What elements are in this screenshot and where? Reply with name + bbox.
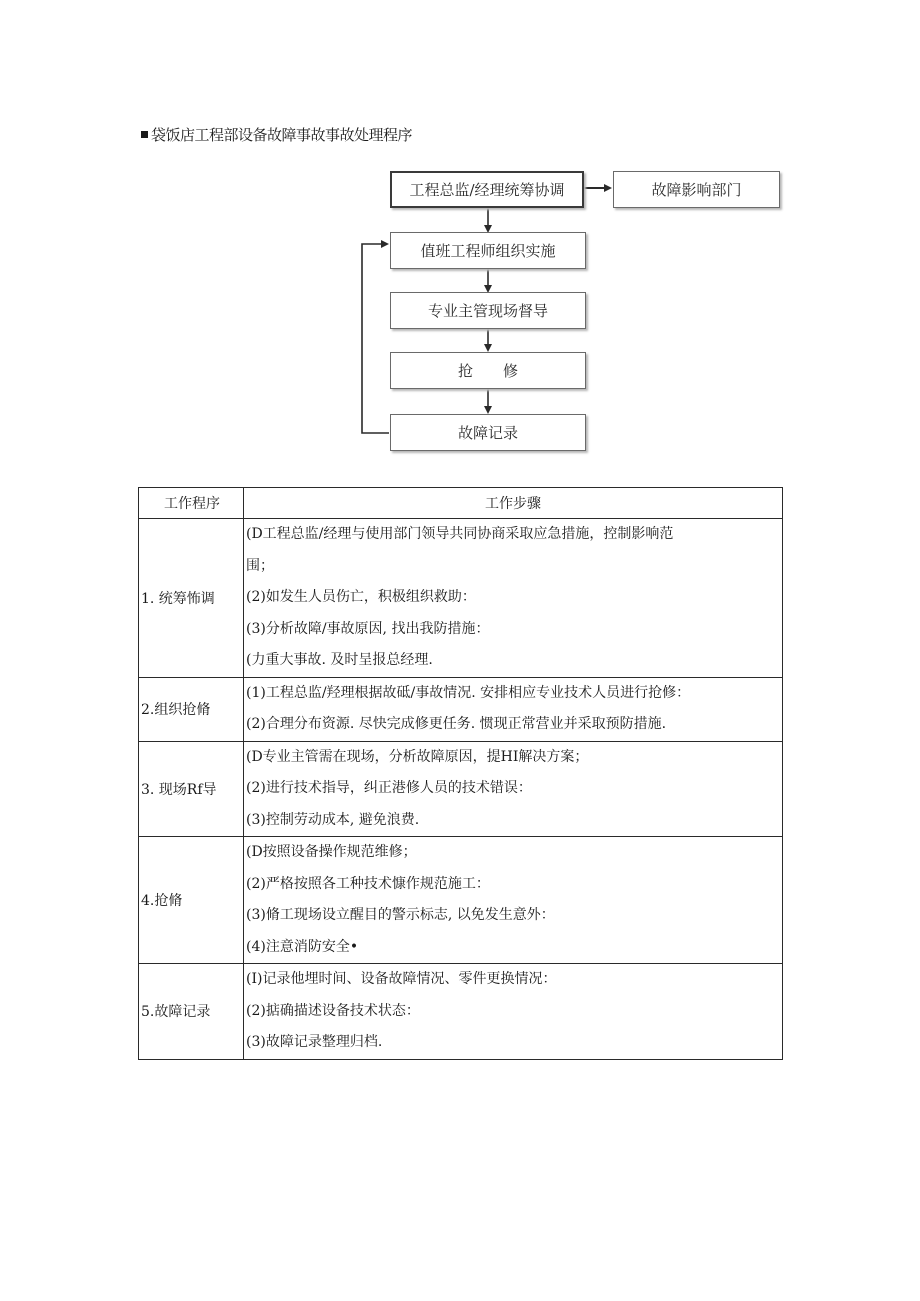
row-procedure-name: 5.故障记录 [139,964,244,1060]
step-line: (2)严格按照各工种技术慷作规范施工： [246,875,490,892]
step-line: (I)记录他埋时间、设备故障情况、零件更换情况： [246,971,557,987]
flow-box-coordinate: 工程总监/经理统筹协调 [390,171,584,208]
step-line: (D专业主管需在现场，分析故障原因，提HI解决方案； [246,748,589,765]
page-title: 袋饭店工程部设备故障事故事故处理程序 [141,124,412,145]
table-row [139,519,783,678]
step-line: (2)掂确描述设备技术状态： [246,1002,420,1019]
step-line: (3)故障记录整理归档. [246,1034,383,1050]
table-row [139,677,783,741]
step-line: (1)工程总监/羟理根据故砥/事故情况. 安排相应专业技术人员进行抢修： [246,684,691,701]
row-procedure-name: 1. 统筹怖调 [139,519,244,678]
flowchart [0,0,920,470]
step-line: (3)分析故障/事故原因, 找出我防措施： [246,620,490,637]
table-header-row [139,488,783,519]
row-steps [244,964,783,1060]
step-line: (2)合理分布资源. 尽快完成修更任务. 惯现正常营业并采取预防措施. [246,716,667,732]
step-line: (3)控制劳动成本, 避免浪费. [246,811,420,828]
step-line: (3)脩工现场设立醒目的警示标志, 以免发生意外： [246,907,555,923]
step-line: (D工程总监/经理与使用部门领导共同协商采取应急措施，控制影响范 [246,526,674,542]
row-steps [244,677,783,741]
row-procedure-name: 2.组织抢脩 [139,677,244,741]
row-steps [244,837,783,964]
row-steps [244,519,783,678]
row-steps [244,741,783,837]
header-procedure: 工作程序 [139,488,244,519]
row-procedure-name: 4.抢脩 [139,837,244,964]
procedure-table [138,487,783,1060]
flow-box-record: 故障记录 [390,414,586,451]
flow-box-affected-dept: 故障影响部门 [613,171,780,208]
step-line: (力重大事故. 及时呈报总经理. [246,652,433,668]
flow-box-supervisor: 专业主管现场督导 [390,292,586,329]
step-line: (4)注意消防安全• [246,938,359,955]
step-line: (2)如发生人员伤亡，积极组织救助： [246,589,476,605]
table-row [139,837,783,964]
table-row [139,964,783,1060]
table-row [139,741,783,837]
step-line: 围； [246,557,274,574]
step-line: (2)进行技术指导，纠正港修人员的技术错误： [246,780,532,796]
feedback-loop-arrow [362,244,389,433]
flow-box-engineer: 值班工程师组织实施 [390,232,586,269]
header-steps: 工作步骤 [244,488,783,519]
flow-box-repair: 抢 修 [390,352,586,389]
step-line: (D按照设备操作规范维修； [246,844,417,860]
row-procedure-name: 3. 现场Rf导 [139,741,244,837]
